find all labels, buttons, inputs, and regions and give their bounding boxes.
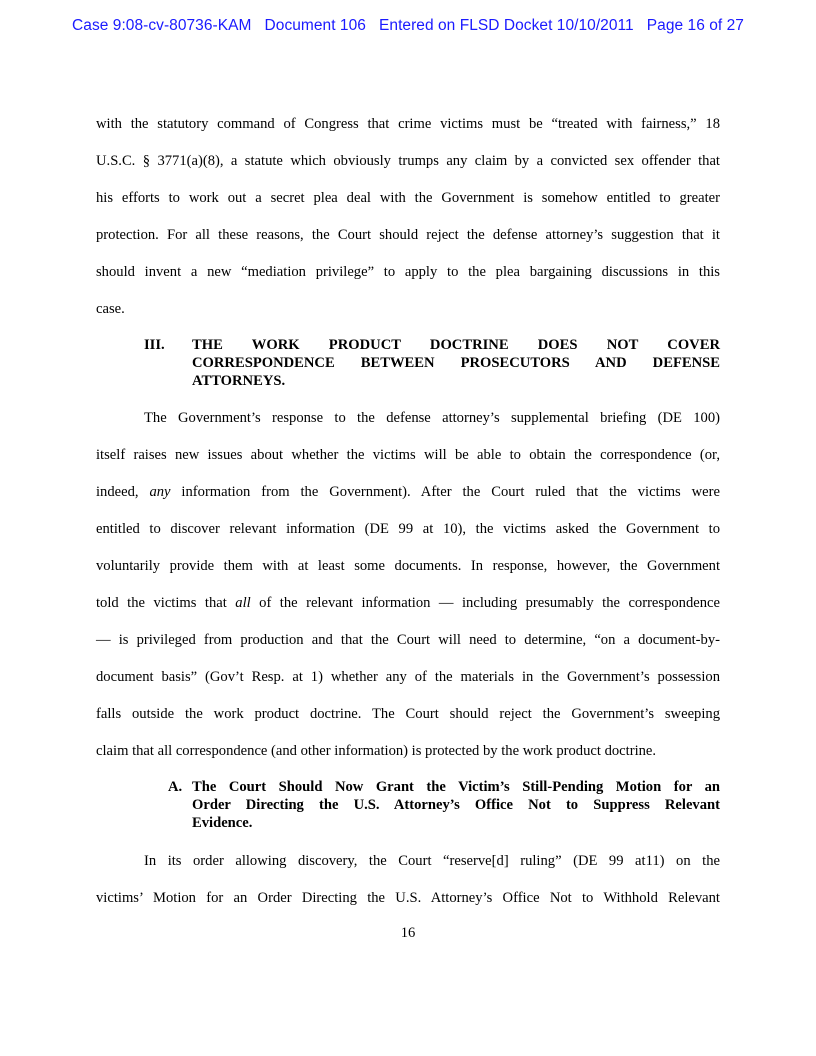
text-run: information from the Government). After the Court ruled that the victims were bbox=[170, 484, 720, 500]
text-line: — is privileged from production and that the Court will need to determine, “on a document-by- bbox=[96, 632, 720, 648]
subsection-heading-a bbox=[168, 778, 720, 834]
text-line bbox=[96, 482, 720, 502]
section-heading-iii bbox=[144, 336, 720, 392]
text-line bbox=[96, 593, 720, 613]
text-line: U.S.C. § 3771(a)(8), a statute which obviously trumps any claim by a convicted sex offender that bbox=[96, 153, 720, 169]
docket-header-stamp: Case 9:08-cv-80736-KAM Document 106 Entered on FLSD Docket 10/10/2011 Page 16 of 27 bbox=[72, 17, 744, 34]
text-line: entitled to discover relevant information (DE 99 at 10), the victims asked the Government to bbox=[96, 521, 720, 537]
section-title bbox=[192, 336, 720, 390]
emphasis-text: any bbox=[149, 484, 171, 500]
heading-line: The Court Should Now Grant the Victim’s Still-Pending Motion for an bbox=[192, 779, 720, 795]
text-line: with the statutory command of Congress that crime victims must be “treated with fairness,” 18 bbox=[96, 116, 720, 132]
subsection-title bbox=[192, 778, 720, 832]
heading-line: Evidence. bbox=[192, 815, 253, 831]
text-line: his efforts to work out a secret plea deal with the Government is somehow entitled to greater bbox=[96, 190, 720, 206]
text-line: case. bbox=[96, 301, 125, 317]
section-number: III. bbox=[144, 337, 165, 353]
text-line: document basis” (Gov’t Resp. at 1) whether any of the materials in the Government’s possession bbox=[96, 669, 720, 685]
heading-line: THE WORK PRODUCT DOCTRINE DOES NOT COVER bbox=[192, 337, 720, 353]
text-line: should invent a new “mediation privilege” to apply to the plea bargaining discussions in this bbox=[96, 264, 720, 280]
heading-line: ATTORNEYS. bbox=[192, 373, 286, 389]
text-line: voluntarily provide them with at least some documents. In response, however, the Government bbox=[96, 558, 720, 574]
text-line: claim that all correspondence (and other information) is protected by the work product doctrine. bbox=[96, 743, 657, 759]
heading-line: CORRESPONDENCE BETWEEN PROSECUTORS AND DEFENSE bbox=[192, 355, 720, 371]
heading-line: Order Directing the U.S. Attorney’s Office Not to Suppress Relevant bbox=[192, 797, 720, 813]
text-line: itself raises new issues about whether the victims will be able to obtain the correspondence (or, bbox=[96, 447, 720, 463]
text-line: In its order allowing discovery, the Court “reserve[d] ruling” (DE 99 at11) on the bbox=[144, 853, 720, 869]
emphasis-text: all bbox=[235, 595, 251, 611]
text-line: The Government’s response to the defense attorney’s supplemental briefing (DE 100) bbox=[144, 410, 720, 426]
page-number: 16 bbox=[400, 925, 416, 941]
text-run: told the victims that bbox=[96, 595, 236, 611]
text-line: victims’ Motion for an Order Directing the U.S. Attorney’s Office Not to Withhold Relevant bbox=[96, 890, 720, 906]
subsection-letter: A. bbox=[168, 779, 183, 795]
text-line: falls outside the work product doctrine. The Court should reject the Government’s sweeping bbox=[96, 706, 720, 722]
text-run: of the relevant information — including presumably the correspondence bbox=[250, 595, 721, 611]
text-run: indeed, bbox=[96, 484, 150, 500]
text-line: protection. For all these reasons, the Court should reject the defense attorney’s suggestion that it bbox=[96, 227, 720, 243]
